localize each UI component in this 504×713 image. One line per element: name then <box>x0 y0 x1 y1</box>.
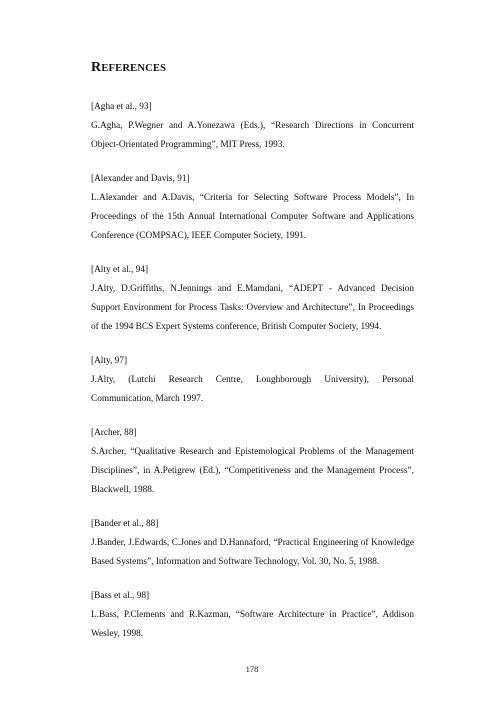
heading-rest: EFERENCES <box>101 63 167 74</box>
reference-entry <box>91 587 414 644</box>
reference-text: G.Agha, P.Wegner and A.Yonezawa (Eds.), “Research Directions in Concurrent Object-Orientated Programming”, MIT Press, 1993. <box>91 121 414 150</box>
reference-entry <box>91 261 414 337</box>
reference-key: [Alexander and Davis, 91] <box>91 174 190 184</box>
reference-key: [Bass et al., 98] <box>91 591 150 601</box>
reference-entry <box>91 515 414 572</box>
reference-key: [Agha et al., 93] <box>91 102 152 112</box>
section-heading <box>91 60 166 76</box>
heading-initial: R <box>91 60 102 75</box>
reference-key: [Bander et al., 88] <box>91 519 159 529</box>
page-number: 178 <box>245 664 259 674</box>
reference-key: [Archer, 88] <box>91 428 137 438</box>
reference-entry <box>91 98 414 155</box>
reference-text: J.Alty, D.Griffiths, N.Jennings and E.Mamdani, “ADEPT - Advanced Decision Support Environment for Process Tasks: Overview and Architecture”, In Proceedings of the 1994 BCS Expert Systems conference, British Computer Society, 1994. <box>91 284 414 332</box>
reference-text: J.Bander, J.Edwards, C.Jones and D.Hannaford, “Practical Engineering of Knowledge Based Systems”, Information and Software Technology, Vol. 30, No. 5, 1988. <box>91 538 414 567</box>
reference-key: [Alty et al., 94] <box>91 265 149 275</box>
reference-entry <box>91 170 414 246</box>
reference-text: S.Archer, “Qualitative Research and Epistemological Problems of the Management Disciplines”, in A.Petigrew (Ed.), “Competitiveness and the Management Process”, Blackwell, 1988. <box>91 447 414 495</box>
reference-text: J.Alty, (Lutchi Research Centre, Loughborough University), Personal Communication, March 1997. <box>91 375 414 404</box>
reference-key: [Alty, 97] <box>91 356 128 366</box>
reference-text: L.Bass, P.Clements and R.Kazman, “Software Architecture in Practice”, Addison Wesley, 1998. <box>91 610 414 639</box>
reference-text: L.Alexander and A.Davis, “Criteria for Selecting Software Process Models”, In Proceedings of the 15th Annual International Computer Software and Applications Conference (COMPSAC), IEEE Computer Society, 1991. <box>91 193 414 241</box>
reference-list <box>91 98 414 659</box>
reference-entry <box>91 424 414 500</box>
reference-entry <box>91 352 414 409</box>
